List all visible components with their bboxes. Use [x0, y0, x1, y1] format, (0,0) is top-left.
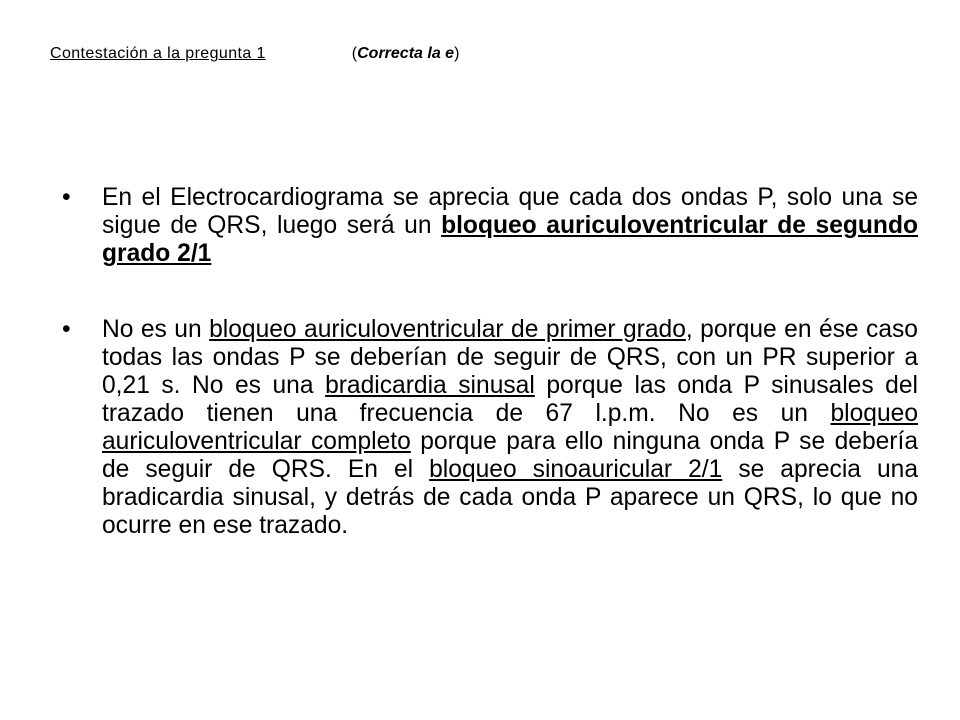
bullet-diagnosis: [62, 184, 918, 268]
correct-answer-open-paren: (: [351, 45, 358, 62]
term-complete-av-block: bloqueo auriculoventricular completo: [102, 400, 918, 455]
bullet-diagnosis-text: En el Electrocardiograma se aprecia que cada dos ondas P, solo una se sigue de QRS, luego será un: [102, 184, 918, 239]
slide-header: [50, 44, 459, 64]
differential-text-5: se aprecia una bradicardia sinusal, y detrás de cada onda P aparece un QRS, lo que no ocurre en ese trazado.: [102, 456, 919, 539]
diagnosis-highlight: bloqueo auriculoventricular de segundo grado 2/1: [102, 212, 918, 267]
differential-text-4: porque para ello ninguna onda P se debería de seguir de QRS. En el: [102, 428, 918, 483]
term-sinoatrial-block: bloqueo sinoauricular 2/1: [429, 456, 723, 483]
bullet-icon: •: [62, 184, 71, 211]
term-first-degree-block: bloqueo auriculoventricular de primer grado: [209, 316, 686, 343]
bullet-icon: •: [62, 316, 71, 343]
term-sinus-bradycardia: bradicardia sinusal: [325, 372, 535, 399]
bullet-differential: [62, 316, 918, 540]
differential-text-3: porque las onda P sinusales del trazado tienen una frecuencia de 67 l.p.m. No es un: [102, 372, 919, 427]
correct-answer-close-paren: ): [454, 45, 460, 62]
differential-text-1: No es un: [102, 316, 210, 343]
correct-answer-note: Correcta la e: [357, 45, 455, 62]
differential-text-2: , porque en ése caso todas las ondas P se deberían de seguir de QRS, con un PR superior a 0,21 s. No es una: [102, 316, 918, 399]
question-answer-title: Contestación a la pregunta 1: [50, 45, 266, 62]
explanation-list: [62, 184, 918, 540]
